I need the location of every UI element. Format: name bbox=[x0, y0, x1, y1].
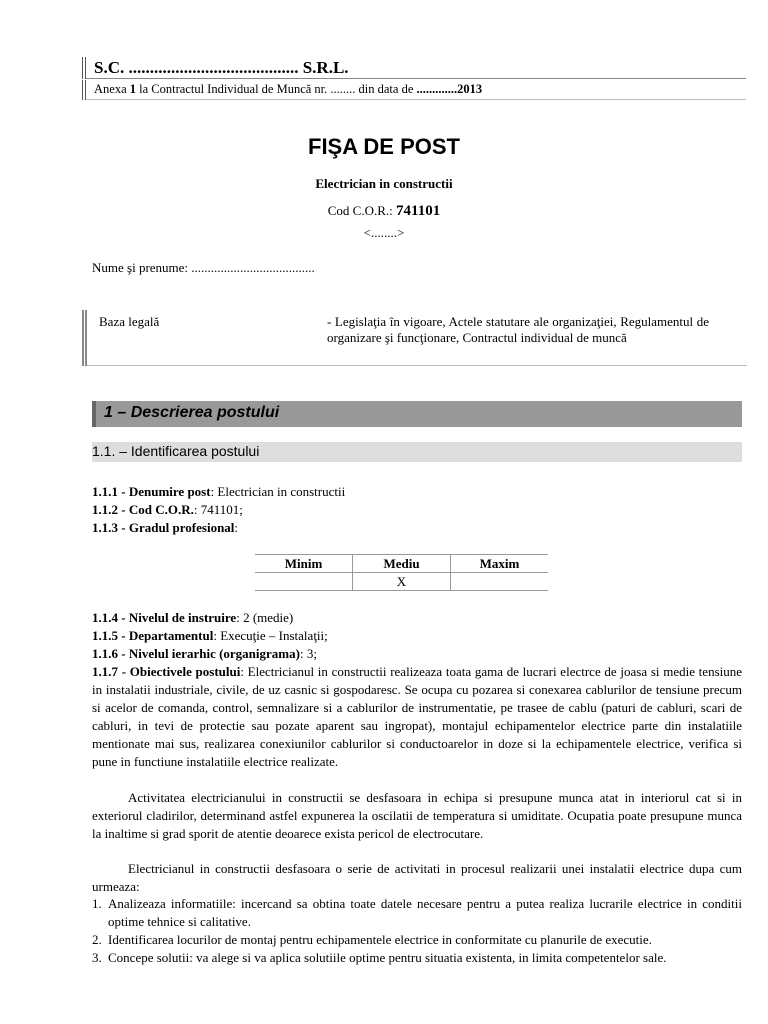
list-item-number: 2. bbox=[92, 932, 102, 947]
field-label: 1.1.2 - Cod C.O.R. bbox=[92, 502, 194, 517]
field-label: 1.1.4 - Nivelul de instruire bbox=[92, 610, 237, 625]
field-objectives bbox=[92, 663, 742, 771]
field-label: 1.1.7 - Obiectivele postului bbox=[92, 664, 241, 679]
company-rule bbox=[86, 78, 746, 79]
field-value: : Electrician in constructii bbox=[210, 484, 346, 499]
name-field: Nume şi prenume: ...................................... bbox=[92, 260, 315, 275]
field-label: 1.1.6 - Nivelul ierarhic (organigrama) bbox=[92, 646, 300, 661]
field-value: : 741101; bbox=[193, 502, 243, 517]
grade-header-mid: Mediu bbox=[353, 555, 451, 573]
subsection-heading-1-1-text: 1.1. – Identificarea postului bbox=[92, 443, 260, 459]
legal-basis-label: Baza legală bbox=[99, 314, 160, 329]
list-item-number: 1. bbox=[92, 896, 102, 911]
annex-prefix: Anexa bbox=[94, 82, 130, 96]
annex-middle: la Contractul Individual de Muncă nr. ........ din data de bbox=[136, 82, 417, 96]
field-hierarchy-level bbox=[92, 646, 317, 662]
legal-basis-value: - Legislaţia în vigoare, Actele statutare ale organizaţiei, Regulamentul de organizare şi funcţionare, Contractul individual de muncă bbox=[327, 314, 709, 345]
field-value: : Execuţie – Instalaţii; bbox=[213, 628, 328, 643]
list-item bbox=[92, 931, 742, 949]
field-label: 1.1.3 - Gradul profesional bbox=[92, 520, 235, 535]
grade-table bbox=[255, 554, 548, 591]
field-value: : 3; bbox=[299, 646, 317, 661]
annex-rule bbox=[86, 99, 746, 100]
field-value: : Electricianul in constructii realizeaza toata gama de lucrari electrce de joasa si medie tensiune in instalatii industriale, civile, de uz casnic si gospodaresc. Se ocupa cu pozarea si conexarea cablurilor de tensiune precum si acelor de comanda, control, semnalizare si a cablurilor de instrumentatie, pe trasee de cablu (paturi de cabluri, scari de cabluri, in tevi de protectie sau pozate aparent sau ingropat), montajul echipamentelor electrice parte din instalatiile mentionate mai sus, realizarea conexiunilor cablurilor si conductoarelor in doze si la echipamentele electrice, verifica si pune in functiune instalatiile electrice realizate. bbox=[92, 664, 743, 769]
field-job-name bbox=[92, 484, 345, 500]
grade-table-header bbox=[255, 555, 548, 573]
list-item-text: Concepe solutii: va alege si va aplica solutiile optime pentru situatia existenta, in limita competentelor sale. bbox=[108, 950, 667, 965]
list-item bbox=[92, 949, 742, 967]
company-header bbox=[82, 57, 746, 79]
list-item bbox=[92, 895, 742, 931]
field-value: : 2 (medie) bbox=[236, 610, 294, 625]
field-label: 1.1.5 - Departamentul bbox=[92, 628, 214, 643]
legal-basis bbox=[82, 310, 747, 366]
list-item-text: Identificarea locurilor de montaj pentru echipamentele electrice in conformitate cu planurile de executie. bbox=[108, 932, 652, 947]
list-item-number: 3. bbox=[92, 950, 102, 965]
list-item-text: Analizeaza informatiile: incercand sa obtina toate datele necesare pentru a putea realiza lucrarile electrice in conditii optime tehnice si calitative. bbox=[108, 896, 742, 929]
paragraph-work-conditions: Activitatea electricianului in constructii se desfasoara in echipa si presupune munca atat in interiorul cat si in exteriorul cladirilor, determinand astfel expunerea la oscilatii de temperatura si umiditate. Ocupatia poate presupune munca la inaltime si grad sporit de atentie deoarece exista pericol de electrocutare. bbox=[92, 790, 742, 841]
company-name: S.C. ........................................ S.R.L. bbox=[94, 58, 349, 77]
activities-list bbox=[92, 895, 742, 967]
grade-cell-mid: X bbox=[353, 573, 451, 591]
annex-number: 1 bbox=[129, 82, 136, 96]
cor-label: Cod C.O.R.: bbox=[327, 203, 397, 218]
field-education-level bbox=[92, 610, 293, 626]
field-label: 1.1.1 - Denumire post bbox=[92, 484, 211, 499]
grade-header-min: Minim bbox=[255, 555, 353, 573]
annex-date: .............2013 bbox=[416, 82, 483, 96]
job-subtitle: Electrician in constructii bbox=[315, 176, 453, 191]
annex-text bbox=[94, 82, 482, 97]
grade-table-row bbox=[255, 573, 548, 591]
annex-line bbox=[82, 80, 746, 100]
field-department bbox=[92, 628, 328, 644]
grade-header-max: Maxim bbox=[451, 555, 549, 573]
grade-cell-min bbox=[255, 573, 353, 591]
legal-rule bbox=[87, 365, 747, 366]
field-value: : bbox=[234, 520, 239, 535]
cor-value: 741101 bbox=[396, 203, 441, 219]
field-professional-grade bbox=[92, 520, 238, 536]
paragraph-activities-intro: Electricianul in constructii desfasoara o serie de activitati in procesul realizarii unei instalatii electrice dupa cum urmeaza: bbox=[92, 861, 742, 894]
document-title: FIŞA DE POST bbox=[308, 134, 460, 159]
section-heading-1 bbox=[92, 401, 742, 427]
cor-code bbox=[0, 203, 768, 220]
grade-cell-max bbox=[451, 573, 549, 591]
subsection-heading-1-1 bbox=[92, 442, 742, 462]
name-placeholder: <........> bbox=[363, 225, 405, 240]
field-cor-code bbox=[92, 502, 243, 518]
section-heading-1-text: 1 – Descrierea postului bbox=[104, 404, 280, 421]
